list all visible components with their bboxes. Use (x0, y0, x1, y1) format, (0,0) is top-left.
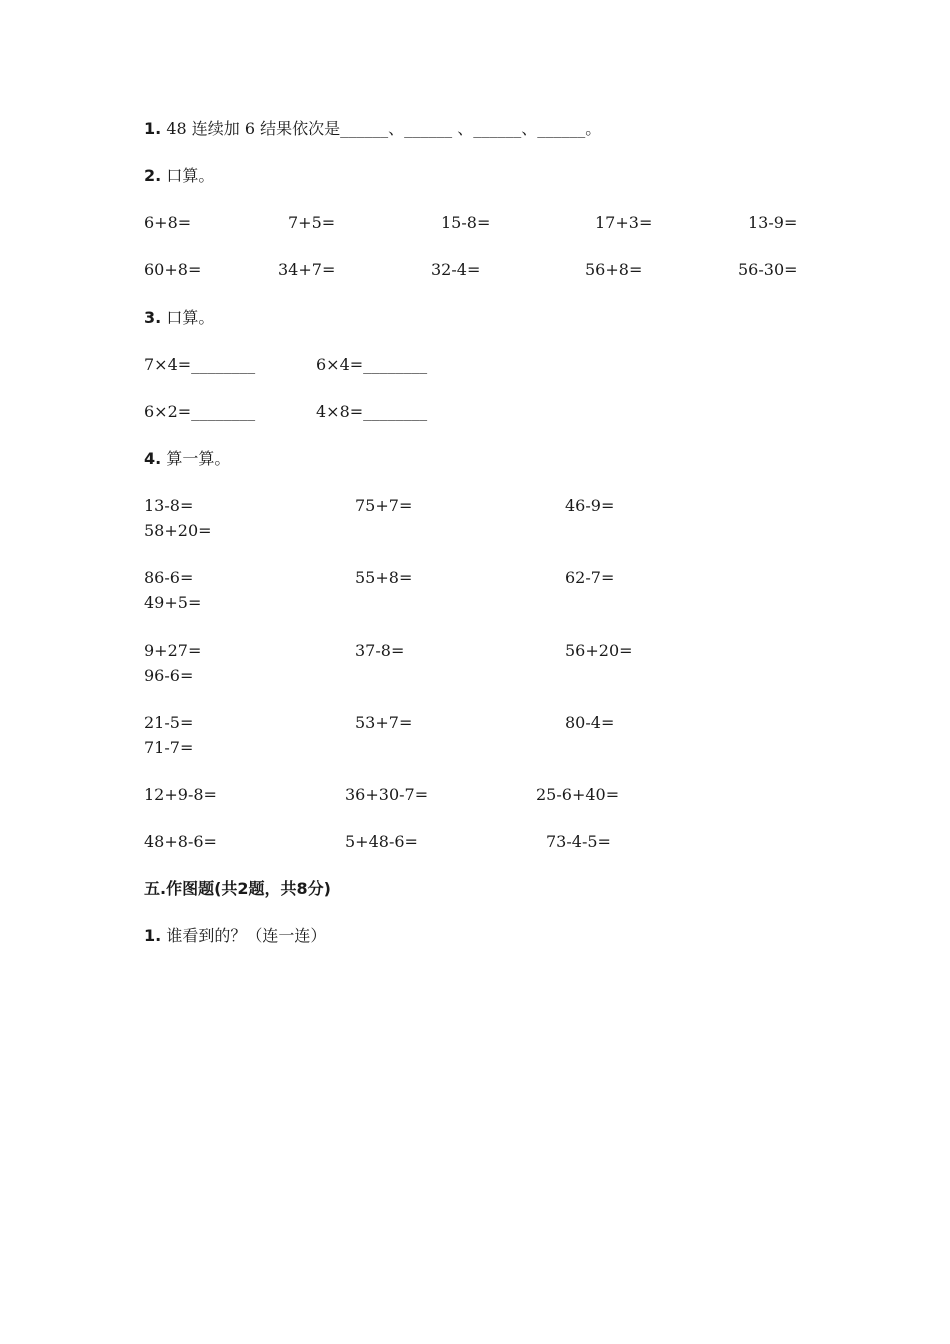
q4-g2-c: 62-7= (565, 568, 615, 587)
q4-g2-b: 55+8= (355, 568, 413, 587)
q3-r2-c2: 4×8=________ (316, 402, 428, 421)
q4-g4-b: 53+7= (355, 713, 413, 732)
q2-r1-c1: 6+8= (144, 213, 192, 232)
q4-r5-c2: 36+30-7= (345, 785, 429, 804)
question-3-title: 口算。 (166, 308, 215, 327)
q4-g4-d: 71-7= (144, 738, 194, 757)
q4-g1-d: 58+20= (144, 521, 212, 540)
question-4-number: 4. (144, 449, 162, 468)
q2-r1-c4: 17+3= (595, 213, 653, 232)
q2-r2-c2: 34+7= (278, 260, 336, 279)
q4-r6-c1: 48+8-6= (144, 832, 217, 851)
question-2-number: 2. (144, 166, 162, 185)
question-3-number: 3. (144, 308, 162, 327)
q4-g3-d: 96-6= (144, 666, 194, 685)
q4-r5-c3: 25-6+40= (536, 785, 620, 804)
question-1 (144, 119, 601, 139)
q2-r2-c5: 56-30= (738, 260, 798, 279)
question-1-number: 1. (144, 119, 162, 138)
q4-g2-a: 86-6= (144, 568, 194, 587)
section-5-question-1-text: 谁看到的？（连一连） (166, 926, 327, 945)
question-2-heading (144, 166, 214, 186)
q3-r1-c1: 7×4=________ (144, 355, 256, 374)
q2-r1-c3: 15-8= (441, 213, 491, 232)
q4-g1-c: 46-9= (565, 496, 615, 515)
q3-r2-c1: 6×2=________ (144, 402, 256, 421)
q4-g1-a: 13-8= (144, 496, 194, 515)
q2-r1-c2: 7+5= (288, 213, 336, 232)
question-1-text: 48 连续加 6 结果依次是______、______ 、______、______。 (166, 119, 602, 138)
q2-r2-c3: 32-4= (431, 260, 481, 279)
question-3-heading (144, 308, 214, 328)
section-5-title: 五.作图题(共2题，共8分) (144, 879, 331, 898)
section-5-question-1 (144, 926, 326, 946)
q4-g4-a: 21-5= (144, 713, 194, 732)
q2-r2-c4: 56+8= (585, 260, 643, 279)
q2-r1-c5: 13-9= (748, 213, 798, 232)
question-2-title: 口算。 (166, 166, 215, 185)
q2-r2-c1: 60+8= (144, 260, 202, 279)
q4-g2-d: 49+5= (144, 593, 202, 612)
question-4-heading (144, 449, 230, 469)
q4-g3-c: 56+20= (565, 641, 633, 660)
q4-r5-c1: 12+9-8= (144, 785, 217, 804)
q4-r6-c3: 73-4-5= (546, 832, 611, 851)
q4-r6-c2: 5+48-6= (345, 832, 418, 851)
q4-g4-c: 80-4= (565, 713, 615, 732)
q4-g3-a: 9+27= (144, 641, 202, 660)
q3-r1-c2: 6×4=________ (316, 355, 428, 374)
q4-g1-b: 75+7= (355, 496, 413, 515)
question-4-title: 算一算。 (166, 449, 231, 468)
section-5-question-1-number: 1. (144, 926, 162, 945)
q4-g3-b: 37-8= (355, 641, 405, 660)
